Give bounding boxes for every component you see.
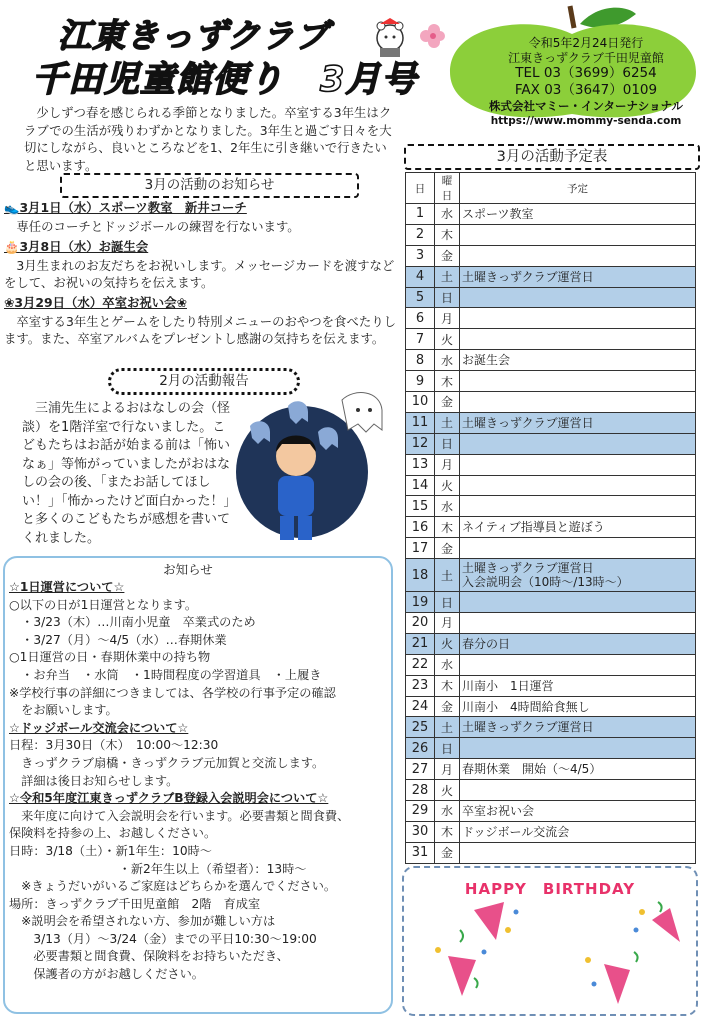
day-cell: 21 [406, 633, 435, 654]
sneaker-icon: 👟 [4, 200, 20, 215]
schedule-row [406, 287, 696, 308]
weekday-cell: 月 [435, 308, 460, 329]
flower-icon: ❀ [176, 295, 187, 310]
schedule-row [406, 842, 696, 863]
weekday-cell: 土 [435, 717, 460, 738]
schedule-row [406, 475, 696, 496]
party-popper-icon [585, 952, 638, 1004]
plan-cell [460, 592, 696, 613]
notice-line: ※説明会を希望されない方、参加が難しい方は [9, 914, 276, 929]
notice-line: ・新2年生以上（希望者）：13時～ [9, 861, 307, 876]
schedule-row [406, 392, 696, 413]
plan-cell [460, 496, 696, 517]
schedule-row [406, 204, 696, 225]
plan-cell [460, 224, 696, 245]
notice-line: 来年度に向けて入会説明会を行います。必要書類と間食費、 [9, 808, 350, 823]
weekday-cell: 木 [435, 675, 460, 696]
day-cell: 28 [406, 780, 435, 801]
plan-cell [460, 538, 696, 559]
notice-line: 保険料を持参の上、お越しください。 [9, 826, 217, 841]
day-cell: 31 [406, 842, 435, 863]
weekday-cell: 金 [435, 392, 460, 413]
notice-line: ・3/27（月）～4/5（水）…春期休業 [9, 632, 227, 647]
plan-cell: 土曜きっずクラブ運営日 [460, 266, 696, 287]
org-info [466, 36, 706, 128]
tel: TEL 03（3699）6254 [515, 65, 657, 81]
plan-cell [460, 613, 696, 634]
flower-icon: ❀ [4, 295, 15, 310]
event-body: 卒室する3年生とゲームをしたり特別メニューのおやつを食べたりします。また、卒室アルバムをプレゼントし感謝の気持ちを伝えます。 [4, 314, 396, 346]
notice-heading: お知らせ [163, 562, 213, 577]
day-cell: 3 [406, 245, 435, 266]
schedule-row [406, 329, 696, 350]
plan-cell: お誕生会 [460, 350, 696, 371]
day-cell: 27 [406, 759, 435, 780]
weekday-cell: 土 [435, 266, 460, 287]
schedule-heading: 3月の活動予定表 [404, 144, 700, 170]
notice-line: 3/13（月）～3/24（金）までの平日10:30～19:00 [9, 931, 317, 946]
weekday-cell: 木 [435, 224, 460, 245]
party-popper-illustration [404, 900, 692, 1010]
ghost-story-illustration [236, 386, 396, 552]
event-item [4, 198, 396, 235]
day-cell: 19 [406, 592, 435, 613]
schedule-row [406, 433, 696, 454]
notice-line: 保護者の方がお越しください。 [9, 967, 204, 982]
day-cell: 11 [406, 412, 435, 433]
event-body: 3月生まれのお友だちをお祝いします。メッセージカードを渡すなどをして、お祝いの気持ちを伝えます。 [4, 258, 395, 290]
weekday-cell: 木 [435, 517, 460, 538]
fax: FAX 03（3647）0109 [514, 82, 658, 98]
day-cell: 25 [406, 717, 435, 738]
march-events [4, 198, 396, 347]
schedule-row [406, 717, 696, 738]
notice-line: きっずクラブ扇橋・きっずクラブ元加賀と交流します。 [9, 755, 325, 770]
schedule-row [406, 517, 696, 538]
notice-line: をお願いします。 [9, 703, 118, 718]
notice-line: ・3/23（木）…川南小児童 卒業式のため [9, 615, 256, 630]
birthday-box [402, 866, 698, 1016]
schedule-row [406, 454, 696, 475]
intro-text: 少しずつ春を感じられる季節となりました。卒室する3年生はクラブでの生活が残りわずかとなりました。3年生と過ごす日々を大切にしながら、良いところなどを1、2年生に引き継いで行きたいと思います。 [24, 105, 392, 173]
schedule-row [406, 675, 696, 696]
event-body: 専任のコーチとドッジボールの練習を行ないます。 [16, 219, 300, 234]
weekday-cell: 土 [435, 559, 460, 592]
schedule-row [406, 801, 696, 822]
schedule-row [406, 371, 696, 392]
schedule-row [406, 592, 696, 613]
weekday-cell: 日 [435, 738, 460, 759]
weekday-cell: 金 [435, 538, 460, 559]
plan-cell [460, 392, 696, 413]
schedule-row [406, 224, 696, 245]
plan-cell [460, 780, 696, 801]
notice-line: 詳細は後日お知らせします。 [9, 773, 179, 788]
plan-cell [460, 308, 696, 329]
title-line1: 江東きっずクラブ [58, 16, 330, 55]
weekday-cell: 水 [435, 654, 460, 675]
day-cell: 22 [406, 654, 435, 675]
notice-line: ・お弁当 ・水筒 ・1時間程度の学習道具 ・上履き [9, 667, 322, 682]
day-cell: 15 [406, 496, 435, 517]
schedule-row [406, 496, 696, 517]
day-cell: 13 [406, 454, 435, 475]
plan-cell [460, 371, 696, 392]
notice-line: ※きょうだいがいるご家庭はどちらかを選んでください。 [9, 879, 337, 894]
day-cell: 14 [406, 475, 435, 496]
issue-date: 令和5年2月24日発行 [528, 36, 644, 50]
schedule-row [406, 559, 696, 592]
notice-line: 必要書類と間食費、保険料をお持ちいただき、 [9, 949, 289, 964]
mascot-illustration [368, 10, 446, 58]
col-day: 日 [406, 173, 435, 204]
weekday-cell: 土 [435, 412, 460, 433]
schedule-row [406, 538, 696, 559]
day-cell: 29 [406, 801, 435, 822]
schedule-row [406, 780, 696, 801]
weekday-cell: 水 [435, 496, 460, 517]
weekday-cell: 火 [435, 329, 460, 350]
plan-cell [460, 245, 696, 266]
day-cell: 1 [406, 204, 435, 225]
url-link[interactable]: https://www.mommy-senda.com [490, 114, 682, 127]
march-notice-heading: 3月の活動のお知らせ [60, 173, 359, 198]
feb-report-heading: 2月の活動報告 [108, 368, 300, 395]
day-cell: 5 [406, 287, 435, 308]
plan-cell: 春分の日 [460, 633, 696, 654]
plan-cell [460, 433, 696, 454]
title-line2: 千田児童館便り 3月号 [32, 60, 418, 100]
day-cell: 16 [406, 517, 435, 538]
weekday-cell: 金 [435, 842, 460, 863]
notice-line: ○1日運営の日・春期休業中の持ち物 [9, 650, 211, 665]
plan-cell: ネイティブ指導員と遊ぼう [460, 517, 696, 538]
weekday-cell: 水 [435, 204, 460, 225]
col-weekday: 曜日 [435, 173, 460, 204]
plan-cell: 春期休業 開始（～4/5） [460, 759, 696, 780]
weekday-cell: 月 [435, 454, 460, 475]
weekday-cell: 日 [435, 592, 460, 613]
weekday-cell: 火 [435, 475, 460, 496]
company: 株式会社マミー・インターナショナル [488, 99, 683, 113]
day-cell: 18 [406, 559, 435, 592]
schedule-row [406, 308, 696, 329]
weekday-cell: 金 [435, 245, 460, 266]
weekday-cell: 水 [435, 801, 460, 822]
weekday-cell: 月 [435, 613, 460, 634]
event-title: 3月8日（水）お誕生会 [19, 239, 149, 254]
notice-lines [9, 579, 391, 984]
plan-cell [460, 329, 696, 350]
event-title: 3月29日（水）卒室お祝い会 [14, 295, 177, 310]
day-cell: 8 [406, 350, 435, 371]
weekday-cell: 日 [435, 287, 460, 308]
plan-cell: 川南小 1日運営 [460, 675, 696, 696]
notice-line: 場所：きっずクラブ千田児童館 2階 育成室 [9, 896, 261, 911]
day-cell: 20 [406, 613, 435, 634]
weekday-cell: 月 [435, 759, 460, 780]
plan-cell: ドッジボール交流会 [460, 821, 696, 842]
schedule-row [406, 654, 696, 675]
notice-line: 日程：3月30日（木） 10:00～12:30 [9, 738, 219, 753]
notice-line: ☆令和5年度江東きっずクラブB登録入会説明会について☆ [9, 791, 329, 806]
plan-cell [460, 654, 696, 675]
notice-line: ☆ドッジボール交流会について☆ [9, 720, 189, 735]
day-cell: 24 [406, 696, 435, 717]
plan-cell [460, 738, 696, 759]
plan-cell: 土曜きっずクラブ運営日 [460, 412, 696, 433]
party-popper-icon [634, 902, 681, 942]
plan-cell [460, 475, 696, 496]
plan-cell [460, 842, 696, 863]
schedule-row [406, 350, 696, 371]
weekday-cell: 日 [435, 433, 460, 454]
notice-line: ☆1日運営について☆ [9, 580, 125, 594]
table-header-row [406, 173, 696, 204]
day-cell: 4 [406, 266, 435, 287]
party-popper-icon [460, 902, 519, 942]
cake-icon: 🎂 [4, 239, 20, 254]
notice-line: 日時：3/18（土）・新1年生：10時～ [9, 843, 212, 858]
event-item [4, 237, 396, 291]
schedule-row [406, 613, 696, 634]
day-cell: 2 [406, 224, 435, 245]
day-cell: 7 [406, 329, 435, 350]
ghost-icon [342, 393, 382, 432]
org-name: 江東きっずクラブ千田児童館 [508, 50, 664, 65]
schedule-row [406, 245, 696, 266]
day-cell: 12 [406, 433, 435, 454]
weekday-cell: 水 [435, 350, 460, 371]
notice-box [3, 556, 393, 1014]
plan-cell [460, 287, 696, 308]
weekday-cell: 火 [435, 780, 460, 801]
day-cell: 9 [406, 371, 435, 392]
schedule-row [406, 412, 696, 433]
weekday-cell: 木 [435, 821, 460, 842]
schedule-row [406, 633, 696, 654]
notice-line: ※学校行事の詳細につきましては、各学校の行事予定の確認 [9, 685, 336, 700]
plan-cell [460, 454, 696, 475]
day-cell: 23 [406, 675, 435, 696]
plan-cell: 川南小 4時間給食無し [460, 696, 696, 717]
schedule-row [406, 738, 696, 759]
birthday-text: HAPPY BIRTHDAY [464, 880, 636, 898]
plan-cell: 卒室お祝い会 [460, 801, 696, 822]
schedule-table [405, 172, 696, 864]
event-item [4, 293, 396, 347]
col-plan: 予定 [460, 173, 696, 204]
weekday-cell: 金 [435, 696, 460, 717]
event-title: 3月1日（水）スポーツ教室 新井コーチ [19, 200, 247, 215]
weekday-cell: 火 [435, 633, 460, 654]
party-popper-icon [435, 947, 487, 996]
schedule-row [406, 821, 696, 842]
plan-cell: 土曜きっずクラブ運営日 [460, 717, 696, 738]
day-cell: 6 [406, 308, 435, 329]
plan-cell: スポーツ教室 [460, 204, 696, 225]
notice-line: ○以下の日が1日運営となります。 [9, 597, 198, 612]
schedule-row [406, 696, 696, 717]
schedule-row [406, 759, 696, 780]
weekday-cell: 木 [435, 371, 460, 392]
plan-cell: 土曜きっずクラブ運営日 入会説明会（10時～/13時～） [460, 559, 696, 592]
day-cell: 26 [406, 738, 435, 759]
schedule-row [406, 266, 696, 287]
day-cell: 10 [406, 392, 435, 413]
day-cell: 17 [406, 538, 435, 559]
day-cell: 30 [406, 821, 435, 842]
feb-report-text: 三浦先生によるおはなしの会（怪談）を1階洋室で行ないました。こどもたちはお話が始まる前は「怖いなぁ」等怖がっていましたがおはなしの会の後、「またお話してほしい！」「怖かったけど面白かった！」と多くのこどもたちが感想を書いてくれました。 [22, 401, 231, 546]
